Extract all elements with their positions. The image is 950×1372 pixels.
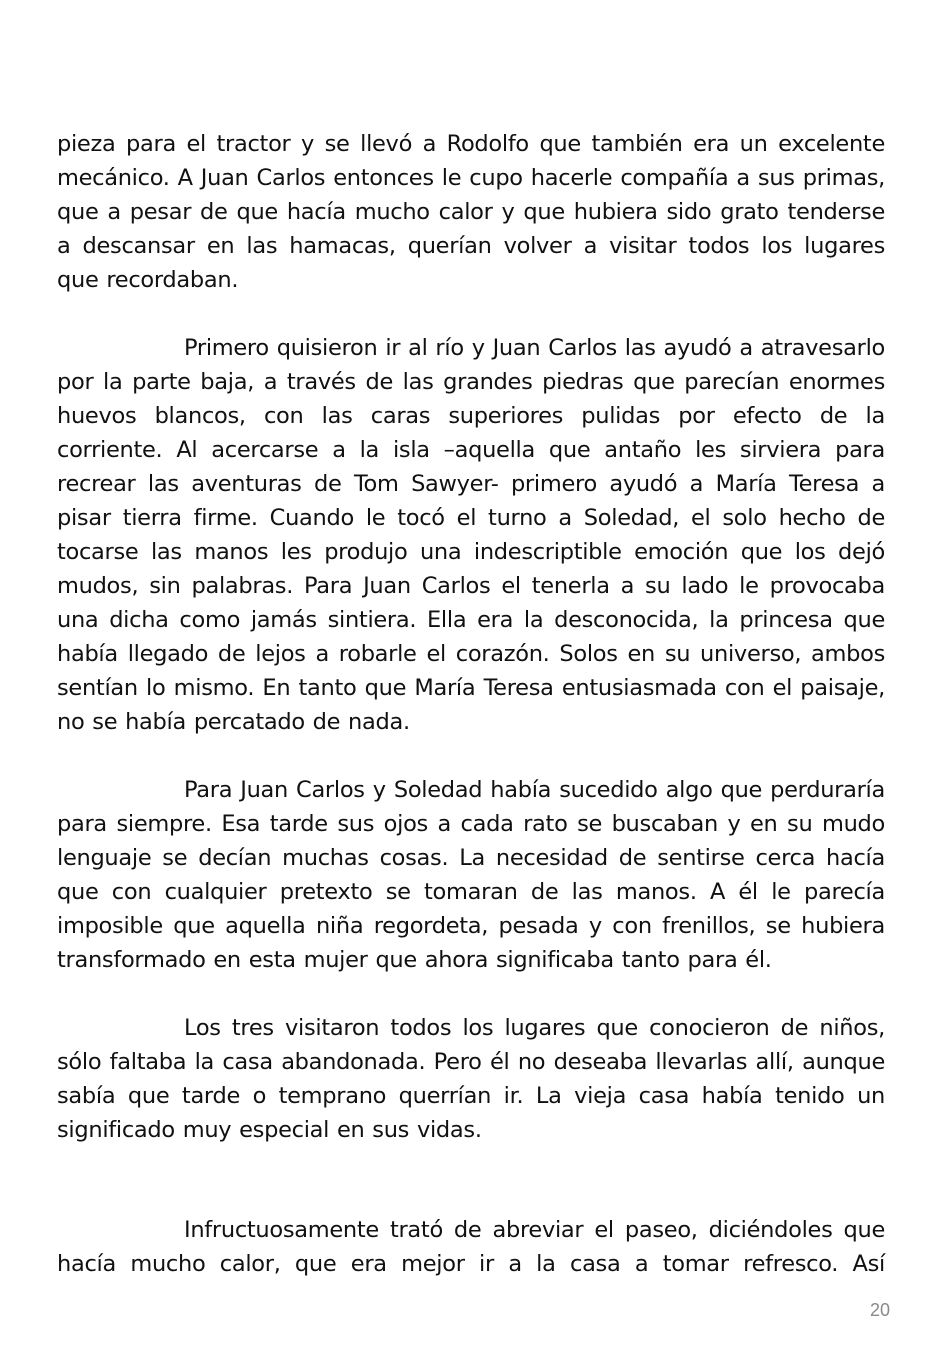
paragraph-1: pieza para el tractor y se llevó a Rodolfo que también era un excelente mecánico. A Juan Carlos entonces le cupo hacerle compañía a sus primas, que a pesar de que hacía mucho calor y que hubiera sido grato tenderse a descansar en las hamacas, querían volver a visitar todos los lugares que recordaban. <box>57 131 885 293</box>
page-body <box>57 127 885 1281</box>
paragraph-2: Primero quisieron ir al río y Juan Carlos las ayudó a atravesarlo por la parte baja, a través de las grandes piedras que parecían enormes huevos blancos, con las caras superiores pulidas por efecto de la corriente. Al acercarse a la isla –aquella que antaño les sirviera para recrear las aventuras de Tom Sawyer- primero ayudó a María Teresa a pisar tierra firme. Cuando le tocó el turno a Soledad, el solo hecho de tocarse las manos les produjo una indescriptible emoción que los dejó mudos, sin palabras. Para Juan Carlos el tenerla a su lado le provocaba una dicha como jamás sintiera. Ella era la desconocida, la princesa que había llegado de lejos a robarle el corazón. Solos en su universo, ambos sentían lo mismo. En tanto que María Teresa entusiasmada con el paisaje, no se había percatado de nada. <box>57 335 885 735</box>
paragraph-4: Los tres visitaron todos los lugares que conocieron de niños, sólo faltaba la casa abandonada. Pero él no deseaba llevarlas allí, aunque sabía que tarde o temprano querrían ir. La vieja casa había tenido un significado muy especial en sus vidas. <box>57 1015 885 1143</box>
paragraph-3: Para Juan Carlos y Soledad había sucedido algo que perduraría para siempre. Esa tarde sus ojos a cada rato se buscaban y en su mudo lenguaje se decían muchas cosas. La necesidad de sentirse cerca hacía que con cualquier pretexto se tomaran de las manos. A él le parecía imposible que aquella niña regordeta, pesada y con frenillos, se hubiera transformado en esta mujer que ahora significaba tanto para él. <box>57 777 885 973</box>
paragraph-5: Infructuosamente trató de abreviar el paseo, diciéndoles que hacía mucho calor, que era mejor ir a la casa a tomar refresco. Así <box>57 1217 885 1277</box>
page-number: 20 <box>869 1300 890 1320</box>
